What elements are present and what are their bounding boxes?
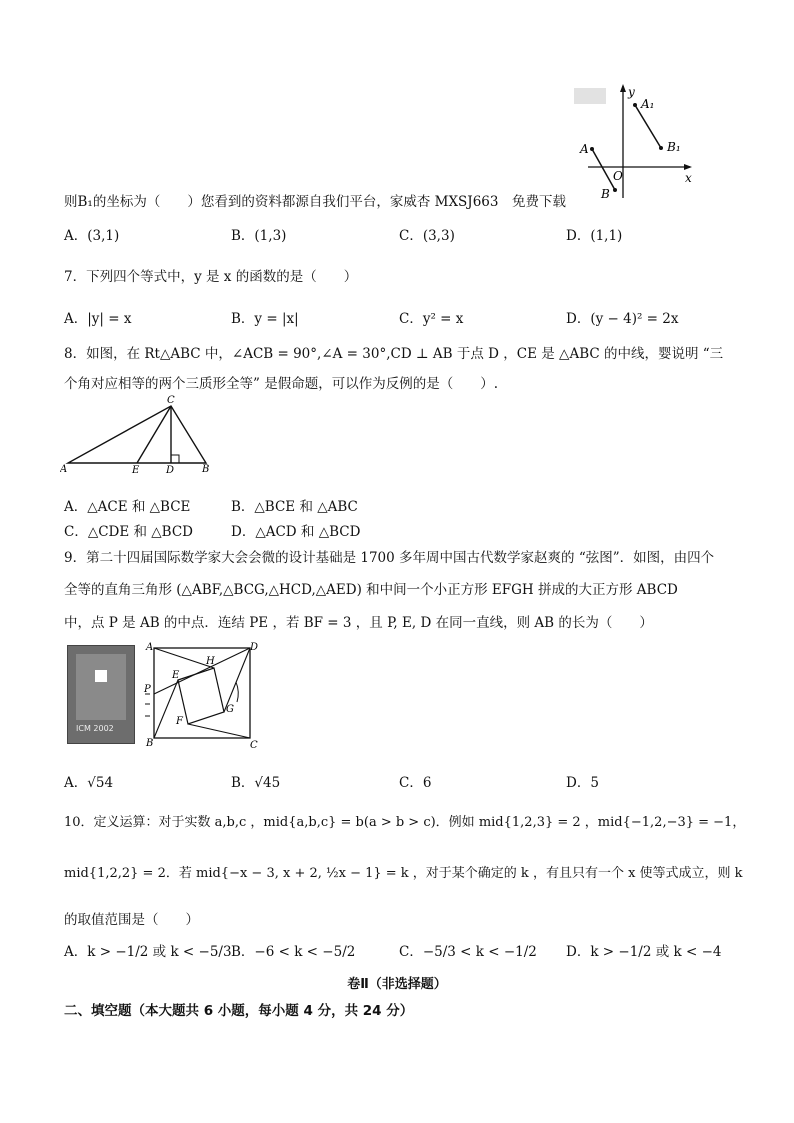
q10-option-d[interactable]: D．k > −1/2 或 k < −4 <box>566 944 722 960</box>
label-x: x <box>685 171 692 185</box>
stamp-logo-text: ICM 2002 <box>76 724 114 733</box>
q6-option-c[interactable]: C．(3,3) <box>399 228 455 244</box>
triangle-ABC <box>68 406 206 463</box>
segment-AH <box>154 648 214 668</box>
q9-option-b[interactable]: B．√45 <box>231 775 281 791</box>
q8-option-c[interactable]: C．△CDE 和 △BCD <box>64 524 194 540</box>
q8-option-b[interactable]: B．△BCE 和 △ABC <box>231 499 358 515</box>
stamp-white-square <box>95 670 107 682</box>
icm-stamp-image <box>67 645 135 744</box>
q7-option-d[interactable]: D．(y − 4)² = 2x <box>566 311 679 327</box>
label-A: A <box>146 642 154 653</box>
right-angle-mark <box>171 455 179 463</box>
q6-option-b[interactable]: B．(1,3) <box>231 228 287 244</box>
label-B: B <box>601 187 610 201</box>
q10-line3: 的取值范围是（ ） <box>64 912 199 928</box>
q7-option-a[interactable]: A．|y| = x <box>64 311 132 327</box>
q9-zhao-shuang-figure <box>140 642 260 750</box>
y-axis-arrow-icon <box>620 84 626 92</box>
q10-line2: mid{1,2,2} = 2．若 mid{−x − 3, x + 2, ½x − 1} = k ，对于某个确定的 k ，有且只有一个 x 使等式成立，则 k <box>64 866 743 881</box>
q8-triangle-figure <box>60 393 225 475</box>
label-G: G <box>226 704 234 715</box>
label-F: F <box>176 716 183 727</box>
segment-CF <box>188 724 250 738</box>
label-A: A <box>60 464 68 475</box>
label-H: H <box>206 656 215 667</box>
q10-line1: 10．定义运算：对于实数 a,b,c ，mid{a,b,c} = b(a > b > c)．例如 mid{1,2,3} = 2 ，mid{−1,2,−3} = −1， <box>64 815 746 830</box>
label-C: C <box>167 395 175 406</box>
median-CE <box>137 406 171 463</box>
annotation-ticks <box>145 694 150 716</box>
point-B1 <box>659 146 663 150</box>
q6-option-d[interactable]: D．(1,1) <box>566 228 623 244</box>
label-D: D <box>166 465 175 475</box>
point-A1 <box>633 103 637 107</box>
volume-2-title: 卷Ⅱ（非选择题） <box>347 977 447 992</box>
x-axis-arrow-icon <box>684 164 692 170</box>
annotation-arc <box>236 682 238 702</box>
point-B <box>613 188 617 192</box>
q8-option-a[interactable]: A．△ACE 和 △BCE <box>64 499 191 515</box>
q9-prompt-line3: 中，点 P 是 AB 的中点．连结 PE ，若 BF = 3 ，且 P, E, D 在同一直线，则 AB 的长为（ ） <box>64 615 653 631</box>
square-EFGH <box>178 668 224 724</box>
label-A1: A₁ <box>641 97 655 111</box>
q10-option-a[interactable]: A．k > −1/2 或 k < −5/3 <box>64 944 232 960</box>
label-y: y <box>628 85 635 99</box>
q6-prompt: 则B₁的坐标为（ ）您看到的资料都源自我们平台，家威杏 MXSJ663 免费下载 <box>64 194 566 210</box>
q10-option-b[interactable]: B．−6 < k < −5/2 <box>231 944 356 960</box>
segment-DG <box>224 648 250 712</box>
segment-A1B1 <box>635 105 661 148</box>
label-B: B <box>202 464 210 475</box>
point-A <box>590 147 594 151</box>
q8-prompt-line1: 8．如图，在 Rt△ABC 中，∠ACB = 90°,∠A = 30°,CD ⊥ AB 于点 D ，CE 是 △ABC 的中线，婴说明 “三 <box>64 346 724 362</box>
q9-prompt-line2: 全等的直角三角形 (△ABF,△BCG,△HCD,△AED) 和中间一个小正方形 EFGH 拼成的大正方形 ABCD <box>64 582 678 598</box>
q9-option-c[interactable]: C．6 <box>399 775 432 791</box>
label-B: B <box>146 738 154 749</box>
label-D: D <box>250 642 259 653</box>
q9-option-a[interactable]: A．√54 <box>64 775 114 791</box>
q8-option-d[interactable]: D．△ACD 和 △BCD <box>231 524 361 540</box>
segment-PD <box>154 648 250 694</box>
q9-option-d[interactable]: D．5 <box>566 775 599 791</box>
square-ABCD <box>154 648 250 738</box>
label-B1: B₁ <box>667 140 681 154</box>
q8-prompt-line2: 个角对应相等的两个三质形全等” 是假命题，可以作为反例的是（ ）. <box>64 376 498 392</box>
gray-smudge <box>574 88 606 104</box>
part-2-title: 二、填空题（本大题共 6 小题，每小题 4 分，共 24 分） <box>64 1003 414 1019</box>
q6-option-a[interactable]: A．(3,1) <box>64 228 120 244</box>
label-P: P <box>144 684 151 695</box>
q7-prompt: 7．下列四个等式中，y 是 x 的函数的是（ ） <box>64 269 358 285</box>
label-C: C <box>250 740 258 750</box>
q7-option-b[interactable]: B．y = |x| <box>231 311 299 327</box>
stamp-inner-panel <box>76 654 126 720</box>
q7-option-c[interactable]: C．y² = x <box>399 311 464 327</box>
q6-coordinate-figure <box>568 84 698 204</box>
q9-prompt-line1: 9．第二十四届国际数学家大会会微的设计基础是 1700 多年周中国古代数学家赵爽的 “弦图”．如图，由四个 <box>64 550 715 566</box>
label-A: A <box>580 142 589 156</box>
label-O: O <box>613 169 623 183</box>
q10-option-c[interactable]: C．−5/3 < k < −1/2 <box>399 944 537 960</box>
label-E: E <box>172 670 180 681</box>
label-E: E <box>132 465 140 475</box>
segment-AB <box>592 149 615 190</box>
